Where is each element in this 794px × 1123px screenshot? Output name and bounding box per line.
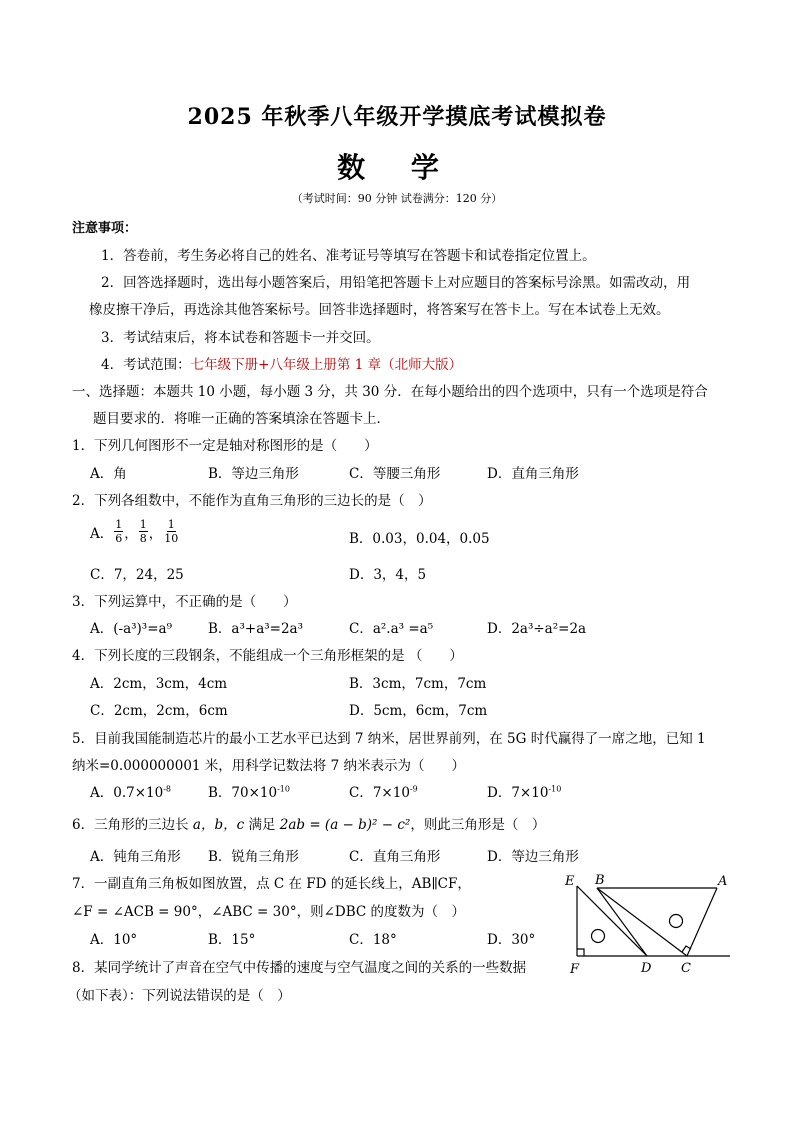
q6-option-c[interactable]: C．直角三角形 — [349, 849, 441, 865]
q7-line1: 7．一副直角三角板如图放置，点 C 在 FD 的延长线上，AB∥CF， — [72, 876, 471, 892]
q5-option-b[interactable]: B．$70\times 10^{-10}$ — [208, 784, 290, 801]
q7-option-a[interactable]: A．10° — [90, 932, 138, 948]
q2-option-c[interactable]: C．7，24，25 — [90, 567, 184, 583]
segment-ed — [577, 886, 647, 956]
q5-option-c[interactable]: C．$7\times 10^{-9}$ — [349, 784, 418, 801]
note-item-2-line1: 2．回答选择题时，选出每小题答案后，用铅笔把答题卡上对应题目的答案标号涂黑。如需改动，用 — [101, 275, 691, 291]
q6-formula: 2ab = (a − b)² − c² — [279, 817, 411, 833]
q6-option-d[interactable]: D．等边三角形 — [487, 849, 579, 865]
q3-option-a[interactable]: A．(-a³)³=a⁹ — [90, 621, 172, 637]
q1-stem: 1．下列几何图形不一定是轴对称图形的是（ ） — [72, 438, 378, 454]
q2-fraction: $\frac{1}{10}$ — [164, 518, 179, 545]
exam-title: 2025 年秋季八年级开学摸底考试模拟卷 — [187, 104, 607, 130]
subject-heading: 数 学 — [337, 151, 457, 184]
q4-option-a[interactable]: A．2cm，3cm，4cm — [90, 676, 228, 692]
q3-stem: 3．下列运算中，不正确的是（ ） — [72, 594, 297, 610]
q1-option-d[interactable]: D．直角三角形 — [487, 466, 579, 482]
q7-triangle-figure — [555, 870, 740, 980]
q4-stem: 4．下列长度的三段钢条，不能组成一个三角形框架的是 （ ） — [72, 648, 463, 664]
segment-ac — [687, 888, 717, 956]
notes-heading: 注意事项： — [72, 221, 138, 236]
q2-fraction: $\frac{1}{8}$ — [139, 518, 147, 545]
q4-option-c[interactable]: C．2cm，2cm，6cm — [90, 703, 228, 719]
q3-option-c[interactable]: C．a².a³ =a⁵ — [349, 621, 434, 637]
section-1-line1: 一、选择题：本题共 10 小题，每小题 3 分，共 30 分．在每小题给出的四个选项中，只有一个选项是符合 — [72, 384, 708, 400]
section-1-line2: 题目要求的．将唯一正确的答案填涂在答题卡上． — [93, 411, 390, 427]
q1-option-a[interactable]: A．角 — [90, 466, 127, 482]
q7-option-d[interactable]: D．30° — [487, 932, 536, 948]
q8-line1: 8．某同学统计了声音在空气中传播的速度与空气温度之间的关系的一些数据 — [72, 960, 527, 976]
label-b: B — [595, 873, 605, 888]
q3-option-b[interactable]: B．a³+a³=2a³ — [208, 621, 304, 637]
segment-bd — [597, 888, 647, 956]
q5-line2: 纳米=0.000000001 米，用科学记数法将 7 纳米表示为（ ） — [72, 758, 465, 774]
q5-option-a[interactable]: A．$0.7\times 10^{-8}$ — [90, 784, 172, 801]
circle-left — [592, 930, 605, 943]
circle-right — [670, 915, 683, 928]
exam-info: （考试时间：90 分钟 试卷满分：120 分） — [291, 192, 503, 205]
q7-option-c[interactable]: C．18° — [349, 932, 397, 948]
right-angle-f — [577, 949, 584, 956]
note-item-1: 1．答卷前，考生务必将自己的姓名、准考证号等填写在答题卡和试卷指定位置上。 — [101, 248, 596, 264]
q2-option-a-label: A． — [90, 525, 114, 542]
q3-option-d[interactable]: D．2a³÷a²=2a — [487, 621, 587, 637]
q7-line2: ∠F = ∠ACB = 90°，∠ABC = 30°，则∠DBC 的度数为（ ） — [72, 904, 466, 920]
q2-option-d[interactable]: D．3，4，5 — [349, 567, 427, 583]
q5-line1: 5．目前我国能制造芯片的最小工艺水平已达到 7 纳米，居世界前列，在 5G 时代赢得了一席之地，已知 1 — [72, 731, 706, 747]
label-a: A — [718, 874, 728, 889]
q4-option-d[interactable]: D．5cm，6cm，7cm — [349, 703, 488, 719]
note-item-3: 3．考试结束后，将本试卷和答题卡一并交回。 — [101, 330, 380, 346]
q4-option-b[interactable]: B．3cm，7cm，7cm — [349, 676, 487, 692]
q2-option-a[interactable]: A． $\frac{1}{6}$ ， $\frac{1}{8}$ ， $\frac{1}{10}$ — [90, 518, 179, 545]
label-e: E — [565, 874, 575, 889]
q1-option-c[interactable]: C．等腰三角形 — [349, 466, 441, 482]
label-c: C — [681, 961, 691, 976]
exam-scope: 七年级下册+八年级上册第 1 章（北师大版） — [190, 357, 463, 373]
label-d: D — [641, 961, 652, 976]
note-item-2-line2: 橡皮擦干净后，再选涂其他答案标号。回答非选择题时，将答案写在答卡上。写在本试卷上无效。 — [89, 302, 670, 318]
note-item-4 — [101, 353, 462, 373]
note-item-4-prefix: 4．考试范围： — [101, 357, 191, 373]
q2-fraction: $\frac{1}{6}$ — [115, 518, 123, 545]
q5-option-d[interactable]: D．$7\times 10^{-10}$ — [487, 784, 562, 801]
q6-stem: 6．三角形的三边长 a，b，c 满足 2ab = (a − b)² − c²，则此三角形是（ ） — [72, 817, 546, 833]
q2-stem: 2．下列各组数中，不能作为直角三角形的三边长的是（ ） — [72, 493, 432, 509]
q6-option-b[interactable]: B．锐角三角形 — [208, 849, 299, 865]
q6-option-a[interactable]: A．钝角三角形 — [90, 849, 181, 865]
label-f: F — [570, 962, 580, 977]
q7-option-b[interactable]: B．15° — [208, 932, 256, 948]
q1-option-b[interactable]: B．等边三角形 — [208, 466, 299, 482]
q2-option-b[interactable]: B．0.03，0.04，0.05 — [349, 531, 490, 547]
segment-bc — [597, 888, 687, 956]
q8-line2: （如下表）：下列说法错误的是（ ） — [68, 988, 291, 1004]
